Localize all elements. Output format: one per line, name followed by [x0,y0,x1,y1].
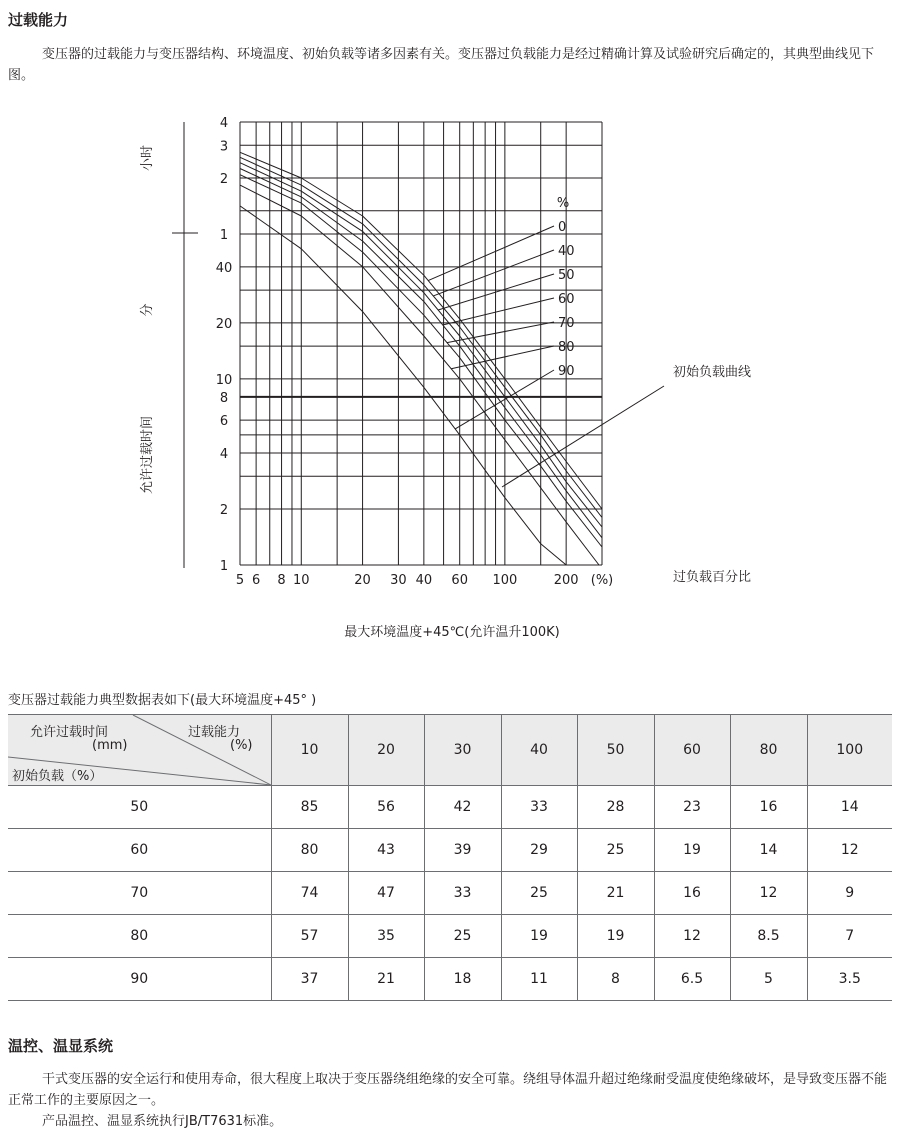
corner-time-label: 允许过载时间 [30,725,109,740]
y-tick-label: 10 [215,372,233,388]
row-header: 70 [8,872,271,915]
x-tick-label: 200 [553,573,579,588]
legend-title: % [556,196,570,211]
y-tick-label: 20 [215,316,233,332]
table-row [8,958,892,1001]
table-cell: 80 [271,829,348,872]
x-tick-label: 30 [390,573,407,588]
y-unit-minutes-label: 分 [140,303,155,317]
y-tick-label: 4 [219,116,229,131]
y-tick-labels [216,116,233,574]
x-tick-label: 20 [354,573,371,588]
y-tick-label: 8 [219,390,229,406]
legend-leader-line [438,274,554,310]
y-tick-label: 1 [219,559,229,574]
x-unit-label: (%) [590,573,614,588]
corner-time-unit: (mm) [92,738,128,753]
column-header: 40 [501,715,577,786]
y-axis-title: 允许过载时间 [140,415,155,495]
y-tick-label: 40 [215,260,233,276]
x-tick-label: 8 [277,573,286,588]
column-header: 30 [424,715,501,786]
curve-initial-load-70 [240,175,602,547]
legend-leader-line [433,250,554,296]
table-cell: 85 [271,786,348,829]
table-cell: 19 [501,915,577,958]
table-cell: 19 [577,915,654,958]
table-cell: 8.5 [730,915,807,958]
table-cell: 7 [807,915,892,958]
table-cell: 11 [501,958,577,1001]
table-cell: 16 [730,786,807,829]
x-tick-label: 5 [235,573,245,588]
table-cell: 56 [348,786,424,829]
chart-curves [240,152,602,565]
row-header: 60 [8,829,271,872]
column-header: 20 [348,715,424,786]
y-tick-label: 2 [219,172,229,188]
legend-label: 60 [558,292,575,307]
table-corner-cell [8,715,271,786]
overload-intro-paragraph: 变压器的过载能力与变压器结构、环境温度、初始负载等诸多因素有关。变压器过负载能力是经过精确计算及试验研究后确定的，其典型曲线见下图。 [8,47,875,83]
table-cell: 29 [501,829,577,872]
table-cell: 8 [577,958,654,1001]
table-cell: 23 [654,786,730,829]
legend-label: 80 [558,340,575,355]
table-row [8,915,892,958]
table-cell: 25 [424,915,501,958]
row-header: 80 [8,915,271,958]
table-row [8,786,892,829]
column-header: 10 [271,715,348,786]
table-title: 变压器过载能力典型数据表如下(最大环境温度+45° ) [8,693,317,708]
x-tick-label: 6 [251,573,261,588]
corner-capacity-unit: (%) [230,738,253,753]
row-header: 90 [8,958,271,1001]
table-cell: 57 [271,915,348,958]
corner-capacity-label: 过载能力 [188,725,241,740]
table-cell: 33 [501,786,577,829]
table-cell: 12 [730,872,807,915]
curve-initial-load-60 [240,169,602,538]
table-cell: 6.5 [654,958,730,1001]
y-tick-label: 3 [219,139,229,155]
curve-initial-load-50 [240,163,602,527]
table-cell: 12 [807,829,892,872]
legend-label: 90 [558,364,575,379]
table-cell: 14 [730,829,807,872]
table-cell: 21 [348,958,424,1001]
column-header: 100 [807,715,892,786]
corner-initial-load-label: 初始负载（%） [12,769,103,784]
table-cell: 25 [577,829,654,872]
legend-label: 70 [558,316,575,331]
x-tick-label: 60 [451,573,468,588]
x-tick-label: 100 [492,573,518,588]
table-cell: 5 [730,958,807,1001]
table-cell: 16 [654,872,730,915]
x-axis-title: 过负载百分比 [672,570,752,585]
table-row [8,829,892,872]
table-cell: 3.5 [807,958,892,1001]
table-cell: 21 [577,872,654,915]
x-tick-label: 10 [293,573,310,588]
table-cell: 14 [807,786,892,829]
column-header: 80 [730,715,807,786]
column-header: 60 [654,715,730,786]
table-cell: 25 [501,872,577,915]
y-tick-label: 1 [219,228,229,244]
y-unit-hours-label: 小时 [140,144,155,172]
table-row [8,872,892,915]
curve-initial-load-40 [240,157,602,517]
curve-initial-load-90 [240,206,566,565]
legend-label: 50 [558,268,575,283]
overload-chart [0,100,900,645]
initial-load-annotation: 初始负载曲线 [672,365,752,380]
table-cell: 12 [654,915,730,958]
standard-paragraph: 产品温控、温显系统执行JB/T7631标准。 [42,1114,283,1129]
y-tick-label: 4 [219,446,229,462]
table-cell: 35 [348,915,424,958]
section-heading-temperature: 温控、温显系统 [8,1037,114,1055]
column-header: 50 [577,715,654,786]
table-cell: 42 [424,786,501,829]
table-header-row [8,715,892,786]
table-cell: 18 [424,958,501,1001]
chart-title: 最大环境温度+45℃(允许温升100K) [344,625,560,640]
legend-label: 40 [558,244,575,259]
table-cell: 39 [424,829,501,872]
x-tick-labels [236,573,579,588]
y-tick-label: 2 [219,502,229,518]
x-tick-label: 40 [415,573,433,588]
row-header: 50 [8,786,271,829]
table-cell: 37 [271,958,348,1001]
temperature-paragraph: 干式变压器的安全运行和使用寿命，很大程度上取决于变压器绕组绝缘的安全可靠。绕组导体温升超过绝缘耐受温度使绝缘破坏，是导致变压器不能正常工作的主要原因之一。 [8,1072,888,1108]
y-tick-label: 6 [219,414,229,430]
table-cell: 33 [424,872,501,915]
legend-leader-line [451,346,554,369]
legend-label: 0 [558,220,567,235]
table-cell: 19 [654,829,730,872]
section-heading-overload: 过载能力 [8,11,69,29]
table-cell: 9 [807,872,892,915]
overload-data-table [8,714,892,1001]
table-cell: 74 [271,872,348,915]
table-cell: 47 [348,872,424,915]
chart-leader-lines [428,226,664,487]
table-cell: 28 [577,786,654,829]
table-cell: 43 [348,829,424,872]
